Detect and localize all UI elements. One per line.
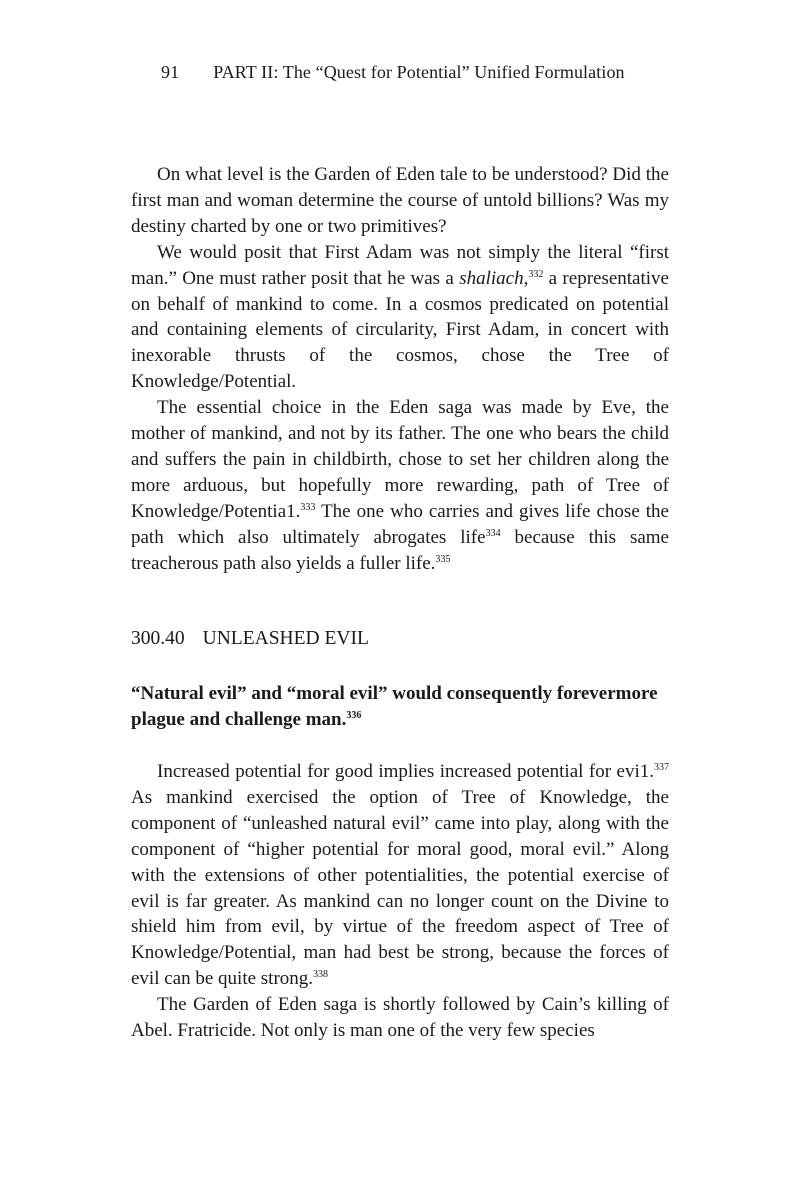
section-1-body (131, 162, 669, 577)
paragraph-eve-choice: The essential choice in the Eden saga was made by Eve, the mother of mankind, and not by its father. The one who bears the child and suffers the pain in childbirth, chose to set her children along the more arduous, but hopefully more rewarding, path of Tree of Knowledge/Potentia1.$^{333}$ The one who carries and gives life chose the path which also ultimately abrogates life$^{334}$ because this same treacherous path also yields a fuller life.$^{335}$ (131, 397, 669, 574)
paragraph-increased-potential: Increased potential for good implies increased potential for evi1.$^{337}$ As mankind exercised the option of Tree of Knowledge, the component of “unleashed natural evil” came into play, along with the component of “higher potential for moral good, moral evil.” Along with the extensions of other potentialities, the potential exercise of evil is far greater. As mankind can no longer count on the Divine to shield him from evil, by virtue of the freedom aspect of Tree of Knowledge/Potential, man had best be strong, because the forces of evil can be quite strong.$^{338}$ (131, 761, 669, 990)
paragraph-garden-question: On what level is the Garden of Eden tale to be understood? Did the first man and woman determine the course of untold billions? Was my destiny charted by one or two primitives? (131, 164, 669, 237)
section-title: UNLEASHED EVIL (202, 628, 369, 649)
running-head-title: PART II: The “Quest for Potential” Unified Formulation (213, 62, 625, 82)
footnote-ref-338[interactable]: 338 (313, 969, 329, 981)
footnote-ref-334[interactable]: 334 (485, 527, 501, 539)
paragraph-first-adam: We would posit that First Adam was not simply the literal “first man.” One must rather posit that he was a shaliach,$^{332}$ a representative on behalf of mankind to come. In a cosmos predicated on potential and containing elements of circularity, First Adam, in concert with inexorable thrusts of the cosmos, chose the Tree of Knowledge/Potential. (131, 241, 669, 393)
section-number: 300.40 (131, 628, 185, 649)
footnote-ref-337[interactable]: 337 (654, 762, 669, 773)
footnote-ref-332[interactable]: 332 (528, 268, 544, 280)
section-heading (131, 628, 369, 650)
footnote-ref-335[interactable]: 335 (435, 553, 451, 565)
footnote-ref-336[interactable]: 336 (346, 710, 362, 721)
footnote-ref-333[interactable]: 333 (300, 501, 316, 513)
page-number: 91 (161, 62, 180, 82)
section-2-body (131, 759, 669, 1044)
italic-term-shaliach: shaliach (459, 267, 524, 289)
section-thesis: “Natural evil” and “moral evil” would consequently forevermore plague and challenge man.$^{336}$ (131, 683, 658, 730)
running-head (161, 62, 625, 83)
paragraph-cain-abel: The Garden of Eden saga is shortly followed by Cain’s killing of Abel. Fratricide. Not only is man one of the very few species (131, 994, 669, 1042)
